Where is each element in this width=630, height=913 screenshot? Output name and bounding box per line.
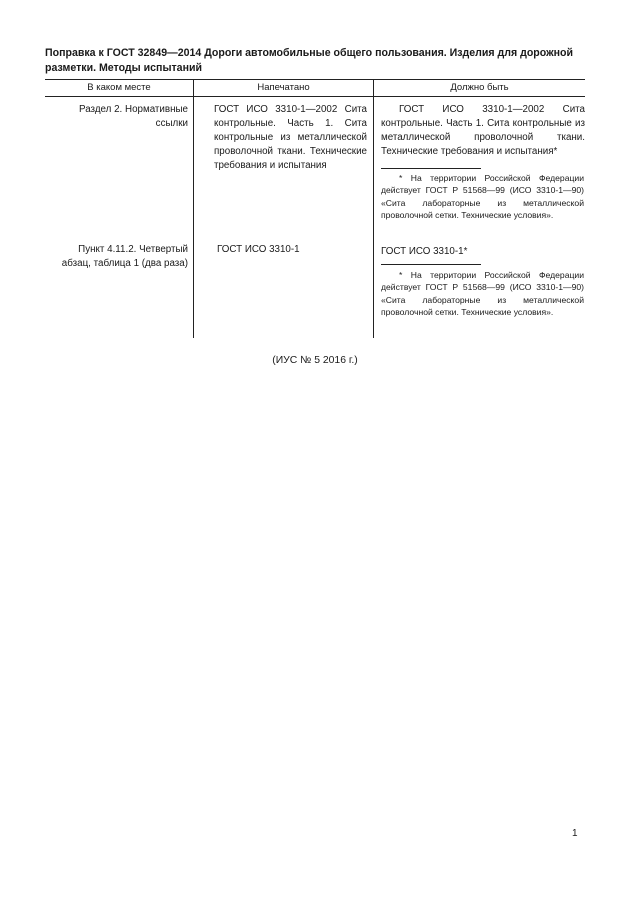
- row1-place: Раздел 2. Нормативные ссылки: [79, 104, 188, 129]
- row2-should-be: ГОСТ ИСО 3310-1*: [381, 246, 468, 257]
- table-top-border: [45, 79, 585, 80]
- header-printed: Напечатано: [257, 82, 310, 93]
- document-title: Поправка к ГОСТ 32849—2014 Дороги автомобильные общего пользования. Изделия для дорожной разметки. Методы испытаний: [45, 47, 573, 74]
- header-should-be: Должно быть: [450, 82, 509, 93]
- header-bottom-border: [45, 96, 585, 97]
- row1-footnote: * На территории Российской Федерации действует ГОСТ Р 51568—99 (ИСО 3310-1—90) «Сита лабораторные из металлической проволочной сетки. Технические условия».: [381, 173, 584, 220]
- row1-footnote-rule: [381, 168, 481, 169]
- page-number: 1: [572, 828, 578, 839]
- column-divider-1: [193, 80, 194, 338]
- header-place: В каком месте: [87, 82, 151, 93]
- column-divider-2: [373, 80, 374, 338]
- row1-should-be: ГОСТ ИСО 3310-1—2002 Сита контрольные. Часть 1. Сита контрольные из металлической проволочной ткани. Технические требования и испытания*: [381, 104, 585, 157]
- row2-printed: ГОСТ ИСО 3310-1: [217, 244, 300, 255]
- ius-reference: (ИУС № 5 2016 г.): [272, 355, 358, 366]
- row2-place: Пункт 4.11.2. Четвертый абзац, таблица 1 (два раза): [61, 244, 188, 269]
- row1-printed: ГОСТ ИСО 3310-1—2002 Сита контрольные. Часть 1. Сита контрольные из металлической проволочной ткани. Технические требования и испытания: [214, 104, 367, 171]
- row2-footnote-rule: [381, 264, 481, 265]
- row2-footnote: * На территории Российской Федерации действует ГОСТ Р 51568—99 (ИСО 3310-1—90) «Сита лабораторные из металлической проволочной сетки. Технические условия».: [381, 270, 584, 317]
